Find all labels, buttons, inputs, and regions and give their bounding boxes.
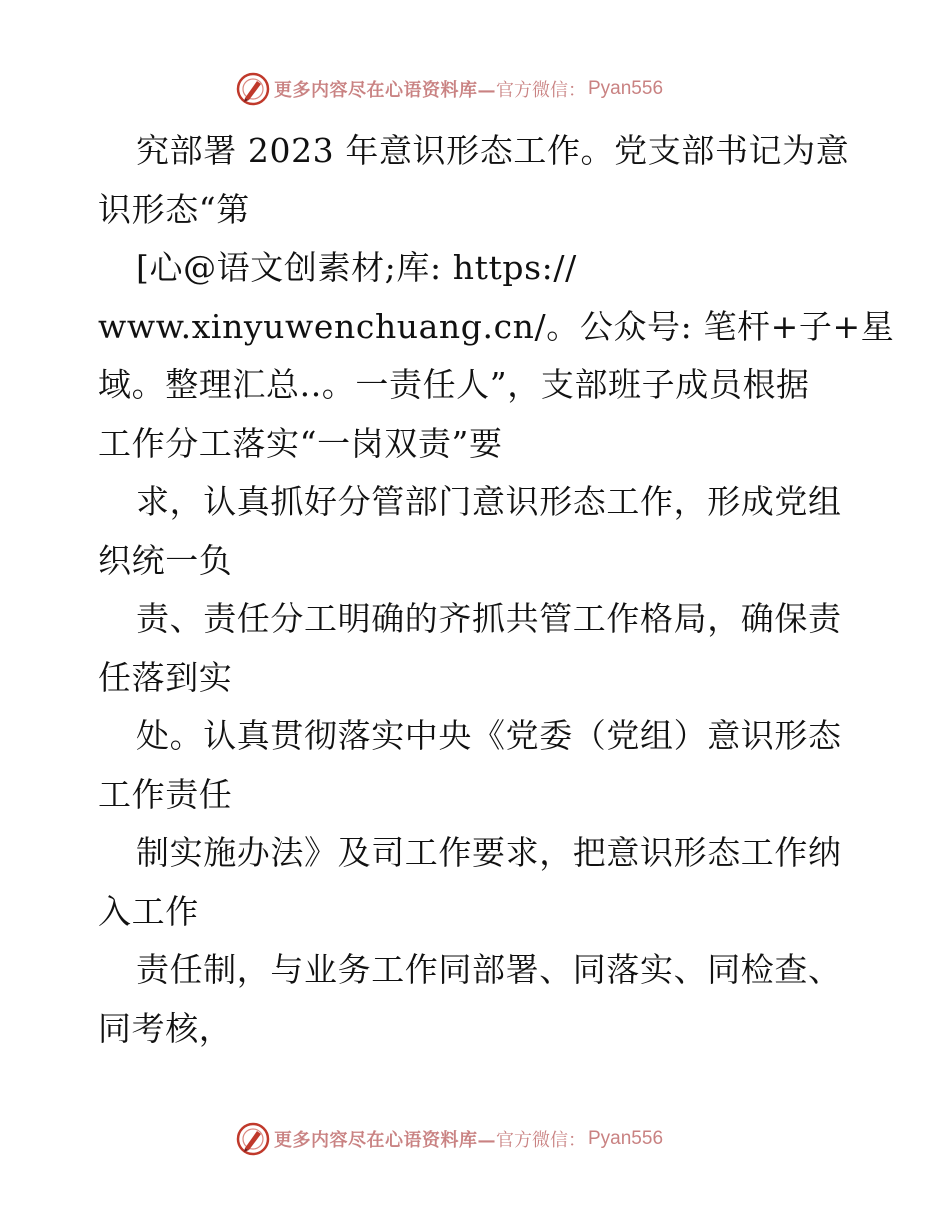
text-line: 处。认真贯彻落实中央《党委（党组）意识形态 (136, 716, 842, 755)
watermark-text: 更多内容尽在心语资料库— (274, 80, 496, 101)
footer-watermark (236, 1122, 663, 1156)
text-line: [心@语文创素材;库: https:// (136, 248, 577, 287)
text-line: 究部署 2023 年意识形态工作。党支部书记为意 (136, 131, 850, 170)
pen-logo-icon (236, 72, 270, 106)
text-line: 织统一负 (98, 540, 233, 580)
watermark-wechat-label: 官方微信： (496, 80, 586, 101)
watermark-text: 更多内容尽在心语资料库— (274, 1130, 496, 1151)
watermark-wechat-id: Pyan556 (588, 78, 664, 99)
text-line: 域。整理汇总..。一责任人”，支部班子成员根据 (98, 365, 810, 404)
text-line: www.xinyuwenchuang.cn/。公众号: 笔杆+子+星 (98, 306, 895, 346)
watermark-wechat-id: Pyan556 (588, 1128, 664, 1149)
text-line: 同考核， (98, 1008, 233, 1048)
pen-logo-icon (236, 1122, 270, 1156)
watermark-wechat-label: 官方微信： (496, 1130, 586, 1151)
text-line: 责、责任分工明确的齐抓共管工作格局，确保责 (136, 599, 842, 638)
text-line: 识形态“第 (98, 189, 250, 229)
text-line: 责任制，与业务工作同部署、同落实、同检查、 (136, 950, 842, 989)
text-line: 求，认真抓好分管部门意识形态工作，形成党组 (136, 482, 842, 521)
document-body (98, 122, 895, 1058)
text-line: 工作责任 (98, 774, 233, 814)
text-line: 入工作 (98, 891, 199, 931)
text-line: 制实施办法》及司工作要求，把意识形态工作纳 (136, 833, 842, 872)
text-line: 工作分工落实“一岗双责”要 (98, 423, 503, 463)
text-line: 任落到实 (98, 657, 233, 697)
header-watermark (236, 72, 663, 106)
